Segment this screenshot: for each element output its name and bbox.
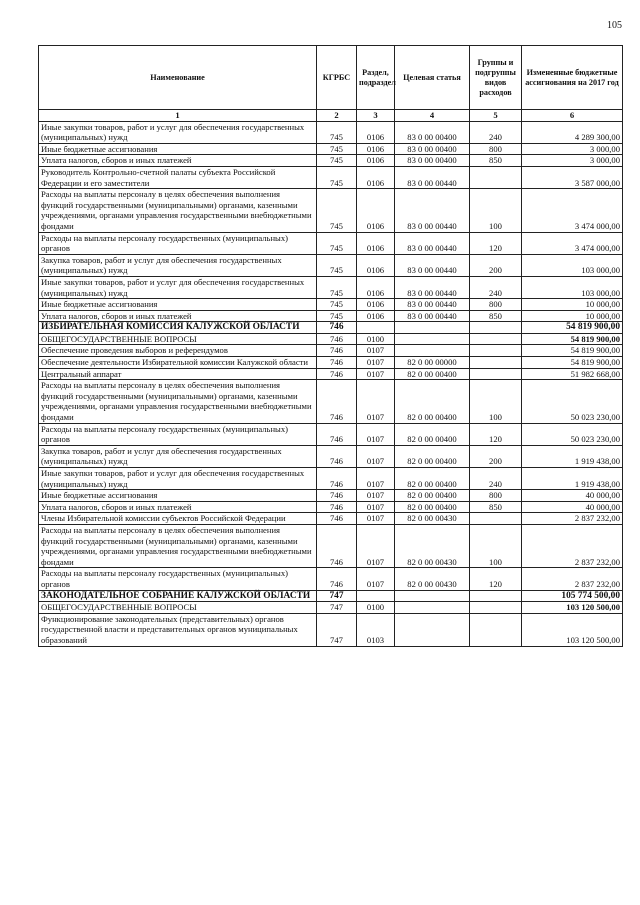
- row-group: [470, 602, 522, 614]
- row-group: 100: [470, 524, 522, 567]
- table-row: [39, 322, 623, 334]
- row-section: 0107: [357, 423, 395, 445]
- row-name: Иные бюджетные ассигнования: [39, 490, 317, 502]
- table-row: [39, 613, 623, 646]
- row-target: 83 0 00 00440: [395, 276, 470, 298]
- row-group: 850: [470, 501, 522, 513]
- row-name: ОБЩЕГОСУДАРСТВЕННЫЕ ВОПРОСЫ: [39, 602, 317, 614]
- row-kgrbs: 745: [317, 310, 357, 322]
- row-amount: 40 000,00: [522, 501, 623, 513]
- column-number: 5: [470, 110, 522, 122]
- table-row: [39, 468, 623, 490]
- table-body: [39, 121, 623, 646]
- row-amount: 10 000,00: [522, 299, 623, 311]
- row-name: Обеспечение проведения выборов и референдумов: [39, 345, 317, 357]
- table-row: [39, 524, 623, 567]
- row-group: 240: [470, 276, 522, 298]
- row-section: 0107: [357, 445, 395, 467]
- row-name: Расходы на выплаты персоналу в целях обеспечения выполнения функций государственными (муниципальными) органами, казенными учреждениями, органами управления государственными внебюджетными фондами: [39, 380, 317, 423]
- row-amount: 50 023 230,00: [522, 380, 623, 423]
- row-section: 0107: [357, 524, 395, 567]
- row-group: [470, 322, 522, 334]
- row-name: Расходы на выплаты персоналу государственных (муниципальных) органов: [39, 423, 317, 445]
- row-section: 0103: [357, 613, 395, 646]
- row-kgrbs: 745: [317, 276, 357, 298]
- header-groups: Группы и подгруппы видов расходов: [470, 46, 522, 110]
- row-section: 0107: [357, 490, 395, 502]
- table-row: [39, 189, 623, 232]
- row-group: [470, 590, 522, 602]
- row-kgrbs: 747: [317, 602, 357, 614]
- row-group: [470, 357, 522, 369]
- row-amount: 103 120 500,00: [522, 613, 623, 646]
- table-row: [39, 166, 623, 188]
- row-target: 82 0 00 00400: [395, 501, 470, 513]
- column-number-row: [39, 110, 623, 122]
- table-row: [39, 513, 623, 525]
- row-group: 200: [470, 445, 522, 467]
- row-name: Уплата налогов, сборов и иных платежей: [39, 501, 317, 513]
- row-section: 0106: [357, 254, 395, 276]
- row-target: [395, 345, 470, 357]
- row-group: 800: [470, 299, 522, 311]
- header-kgrbs: КГРБС: [317, 46, 357, 110]
- row-group: 120: [470, 568, 522, 590]
- row-name: ИЗБИРАТЕЛЬНАЯ КОМИССИЯ КАЛУЖСКОЙ ОБЛАСТИ: [39, 322, 317, 334]
- row-section: 0107: [357, 368, 395, 380]
- row-target: 83 0 00 00440: [395, 189, 470, 232]
- row-section: 0106: [357, 310, 395, 322]
- row-name: Расходы на выплаты персоналу в целях обеспечения выполнения функций государственными (муниципальными) органами, казенными учреждениями, органами управления государственными внебюджетными фондами: [39, 524, 317, 567]
- column-number: 1: [39, 110, 317, 122]
- row-group: 800: [470, 143, 522, 155]
- row-group: [470, 333, 522, 345]
- column-number: 4: [395, 110, 470, 122]
- row-section: 0106: [357, 276, 395, 298]
- row-amount: 4 289 300,00: [522, 121, 623, 143]
- row-kgrbs: 747: [317, 590, 357, 602]
- row-section: 0100: [357, 602, 395, 614]
- table-row: [39, 423, 623, 445]
- row-target: 83 0 00 00440: [395, 254, 470, 276]
- row-target: 83 0 00 00440: [395, 232, 470, 254]
- row-kgrbs: 746: [317, 468, 357, 490]
- row-target: 82 0 00 00430: [395, 524, 470, 567]
- table-row: [39, 490, 623, 502]
- row-group: 120: [470, 423, 522, 445]
- table-row: [39, 276, 623, 298]
- row-kgrbs: 746: [317, 380, 357, 423]
- row-amount: 3 474 000,00: [522, 189, 623, 232]
- row-amount: 54 819 900,00: [522, 322, 623, 334]
- row-group: 240: [470, 468, 522, 490]
- row-name: Иные закупки товаров, работ и услуг для обеспечения государственных (муниципальных) нужд: [39, 468, 317, 490]
- row-name: Расходы на выплаты персоналу государственных (муниципальных) органов: [39, 568, 317, 590]
- row-section: 0106: [357, 189, 395, 232]
- table-row: [39, 232, 623, 254]
- row-section: 0106: [357, 166, 395, 188]
- row-kgrbs: 746: [317, 368, 357, 380]
- row-section: 0107: [357, 568, 395, 590]
- row-target: 82 0 00 00400: [395, 368, 470, 380]
- row-kgrbs: 746: [317, 333, 357, 345]
- row-name: Расходы на выплаты персоналу в целях обеспечения выполнения функций государственными (муниципальными) органами, казенными учреждениями, органами управления государственными внебюджетными фондами: [39, 189, 317, 232]
- row-kgrbs: 745: [317, 121, 357, 143]
- row-section: 0106: [357, 143, 395, 155]
- header-target: Целевая статья: [395, 46, 470, 110]
- budget-table: [38, 45, 623, 647]
- table-row: [39, 345, 623, 357]
- header-amount: Измененные бюджетные ассигнования на 2017 год: [522, 46, 623, 110]
- row-section: 0107: [357, 513, 395, 525]
- row-group: [470, 513, 522, 525]
- table-row: [39, 501, 623, 513]
- row-kgrbs: 746: [317, 501, 357, 513]
- row-group: 120: [470, 232, 522, 254]
- row-name: Иные закупки товаров, работ и услуг для обеспечения государственных (муниципальных) нужд: [39, 121, 317, 143]
- row-kgrbs: 746: [317, 513, 357, 525]
- row-name: Центральный аппарат: [39, 368, 317, 380]
- row-section: 0106: [357, 232, 395, 254]
- table-row: [39, 445, 623, 467]
- table-row: [39, 368, 623, 380]
- row-section: 0107: [357, 380, 395, 423]
- row-kgrbs: 746: [317, 568, 357, 590]
- table-row: [39, 602, 623, 614]
- row-amount: 2 837 232,00: [522, 568, 623, 590]
- row-section: 0107: [357, 501, 395, 513]
- row-amount: 3 587 000,00: [522, 166, 623, 188]
- row-name: ЗАКОНОДАТЕЛЬНОЕ СОБРАНИЕ КАЛУЖСКОЙ ОБЛАСТИ: [39, 590, 317, 602]
- row-group: 800: [470, 490, 522, 502]
- row-section: [357, 590, 395, 602]
- row-amount: 3 474 000,00: [522, 232, 623, 254]
- row-kgrbs: 745: [317, 299, 357, 311]
- row-target: 82 0 00 00400: [395, 423, 470, 445]
- row-name: ОБЩЕГОСУДАРСТВЕННЫЕ ВОПРОСЫ: [39, 333, 317, 345]
- row-name: Уплата налогов, сборов и иных платежей: [39, 155, 317, 167]
- row-kgrbs: 745: [317, 143, 357, 155]
- table-row: [39, 357, 623, 369]
- row-amount: 103 120 500,00: [522, 602, 623, 614]
- row-target: [395, 602, 470, 614]
- row-target: 82 0 00 00430: [395, 513, 470, 525]
- row-group: 850: [470, 310, 522, 322]
- row-amount: 103 000,00: [522, 254, 623, 276]
- row-kgrbs: 746: [317, 322, 357, 334]
- page-number: 105: [607, 20, 622, 31]
- header-row: [39, 46, 623, 110]
- row-amount: 1 919 438,00: [522, 445, 623, 467]
- column-number: 2: [317, 110, 357, 122]
- row-amount: 10 000,00: [522, 310, 623, 322]
- row-name: Иные бюджетные ассигнования: [39, 299, 317, 311]
- row-target: 83 0 00 00440: [395, 310, 470, 322]
- table-row: [39, 254, 623, 276]
- table-row: [39, 590, 623, 602]
- row-amount: 3 000,00: [522, 143, 623, 155]
- row-group: [470, 613, 522, 646]
- table-row: [39, 380, 623, 423]
- row-section: 0100: [357, 333, 395, 345]
- row-name: Члены Избирательной комиссии субъектов Российской Федерации: [39, 513, 317, 525]
- row-kgrbs: 745: [317, 155, 357, 167]
- row-kgrbs: 745: [317, 254, 357, 276]
- row-section: 0107: [357, 357, 395, 369]
- row-target: 82 0 00 00000: [395, 357, 470, 369]
- table-row: [39, 299, 623, 311]
- row-kgrbs: 746: [317, 423, 357, 445]
- row-target: [395, 590, 470, 602]
- row-group: [470, 368, 522, 380]
- table-row: [39, 155, 623, 167]
- row-amount: 103 000,00: [522, 276, 623, 298]
- row-name: Иные бюджетные ассигнования: [39, 143, 317, 155]
- row-section: 0107: [357, 468, 395, 490]
- row-kgrbs: 745: [317, 232, 357, 254]
- row-group: 200: [470, 254, 522, 276]
- row-section: [357, 322, 395, 334]
- row-kgrbs: 746: [317, 524, 357, 567]
- row-kgrbs: 747: [317, 613, 357, 646]
- row-name: Уплата налогов, сборов и иных платежей: [39, 310, 317, 322]
- row-target: 82 0 00 00400: [395, 490, 470, 502]
- row-section: 0106: [357, 155, 395, 167]
- row-group: [470, 166, 522, 188]
- row-target: [395, 322, 470, 334]
- row-kgrbs: 746: [317, 357, 357, 369]
- header-section: Раздел, подраздел: [357, 46, 395, 110]
- row-kgrbs: 745: [317, 189, 357, 232]
- row-target: 83 0 00 00400: [395, 155, 470, 167]
- row-amount: 1 919 438,00: [522, 468, 623, 490]
- row-group: 850: [470, 155, 522, 167]
- row-name: Обеспечение деятельности Избирательной комиссии Калужской области: [39, 357, 317, 369]
- column-number: 3: [357, 110, 395, 122]
- row-amount: 2 837 232,00: [522, 513, 623, 525]
- row-amount: 54 819 900,00: [522, 357, 623, 369]
- row-kgrbs: 746: [317, 490, 357, 502]
- row-amount: 2 837 232,00: [522, 524, 623, 567]
- row-kgrbs: 746: [317, 345, 357, 357]
- row-target: 82 0 00 00400: [395, 468, 470, 490]
- row-section: 0106: [357, 121, 395, 143]
- header-name: Наименование: [39, 46, 317, 110]
- table-row: [39, 568, 623, 590]
- column-number: 6: [522, 110, 623, 122]
- row-kgrbs: 746: [317, 445, 357, 467]
- row-kgrbs: 745: [317, 166, 357, 188]
- row-name: Руководитель Контрольно-счетной палаты субъекта Российской Федерации и его заместители: [39, 166, 317, 188]
- row-amount: 105 774 500,00: [522, 590, 623, 602]
- row-target: [395, 613, 470, 646]
- row-target: [395, 333, 470, 345]
- row-name: Иные закупки товаров, работ и услуг для обеспечения государственных (муниципальных) нужд: [39, 276, 317, 298]
- row-name: Расходы на выплаты персоналу государственных (муниципальных) органов: [39, 232, 317, 254]
- table-row: [39, 143, 623, 155]
- row-target: 83 0 00 00400: [395, 143, 470, 155]
- row-target: 82 0 00 00430: [395, 568, 470, 590]
- table-row: [39, 333, 623, 345]
- row-amount: 3 000,00: [522, 155, 623, 167]
- row-target: 82 0 00 00400: [395, 445, 470, 467]
- row-target: 82 0 00 00400: [395, 380, 470, 423]
- table-row: [39, 310, 623, 322]
- row-amount: 40 000,00: [522, 490, 623, 502]
- row-name: Закупка товаров, работ и услуг для обеспечения государственных (муниципальных) нужд: [39, 445, 317, 467]
- row-name: Закупка товаров, работ и услуг для обеспечения государственных (муниципальных) нужд: [39, 254, 317, 276]
- row-target: 83 0 00 00440: [395, 166, 470, 188]
- row-amount: 54 819 900,00: [522, 333, 623, 345]
- row-target: 83 0 00 00440: [395, 299, 470, 311]
- row-name: Функционирование законодательных (представительных) органов государственной власти и представительных органов муниципальных образований: [39, 613, 317, 646]
- row-group: 100: [470, 380, 522, 423]
- row-group: 240: [470, 121, 522, 143]
- row-amount: 54 819 900,00: [522, 345, 623, 357]
- row-amount: 50 023 230,00: [522, 423, 623, 445]
- row-group: 100: [470, 189, 522, 232]
- row-amount: 51 982 668,00: [522, 368, 623, 380]
- table-row: [39, 121, 623, 143]
- row-target: 83 0 00 00400: [395, 121, 470, 143]
- row-section: 0107: [357, 345, 395, 357]
- row-section: 0106: [357, 299, 395, 311]
- row-group: [470, 345, 522, 357]
